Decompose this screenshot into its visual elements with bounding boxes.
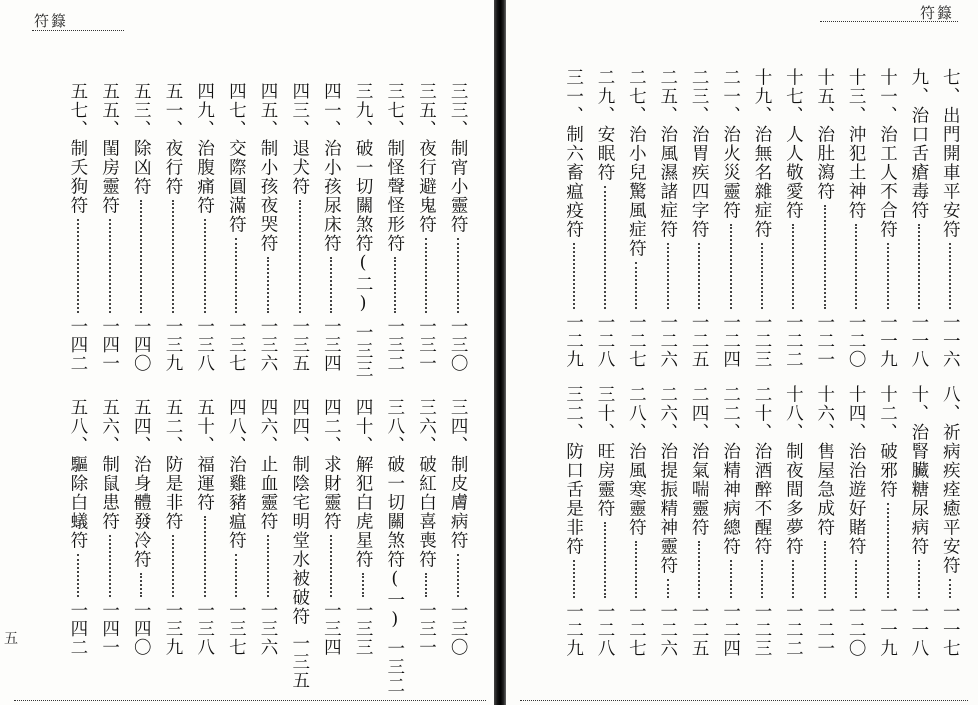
toc-leader-dots <box>698 541 700 598</box>
toc-entry-page-number: 一二四 <box>720 312 741 368</box>
toc-leader-dots <box>573 243 575 309</box>
toc-entry <box>589 385 620 657</box>
toc-entry <box>621 68 652 368</box>
toc-entry-page-number: 一四二 <box>67 600 88 656</box>
toc-entry <box>157 82 189 372</box>
toc-leader-dots <box>204 219 206 313</box>
toc-entry <box>872 385 903 657</box>
toc-entry <box>652 385 683 657</box>
toc-entry-page-number: 一二七 <box>626 312 647 368</box>
toc-entry-title: 二三、治胃疾四字符 <box>689 68 710 239</box>
toc-entry <box>935 385 966 657</box>
toc-entry-title: 三九、破一切關煞符(二) <box>353 82 374 315</box>
toc-entry-page-number: 一一九 <box>877 312 898 368</box>
toc-entry <box>935 68 966 368</box>
toc-entry <box>652 68 683 368</box>
toc-entry-title: 三六、破紅白喜喪符 <box>416 398 437 569</box>
toc-entry-title: 四八、治雞豬瘟符 <box>226 398 247 550</box>
toc-entry-title: 十四、治治遊好賭符 <box>846 385 867 556</box>
toc-entry-title: 二二、治精神病總符 <box>720 385 741 556</box>
toc-lower-row <box>30 398 474 695</box>
toc-entry-title: 九、治口舌瘡毒符 <box>908 68 929 220</box>
right-page <box>506 0 978 705</box>
toc-entry-title: 三一、制六畜瘟疫符 <box>563 68 584 239</box>
toc-leader-dots <box>918 224 920 309</box>
toc-entry-title: 五四、治身體發冷符 <box>131 398 152 569</box>
toc-entry-page-number: 一三五 <box>289 316 310 372</box>
toc-entry-page-number: 一二〇 <box>846 601 867 657</box>
toc-entry <box>157 398 189 656</box>
toc-entry-page-number: 一一六 <box>940 312 961 368</box>
toc-leader-dots <box>235 238 237 313</box>
toc-entry <box>411 82 443 372</box>
toc-entry <box>347 82 379 379</box>
toc-entry-page-number: 一二五 <box>689 312 710 368</box>
toc-entry-title: 四五、制小孩夜哭符 <box>258 82 279 253</box>
toc-leader-dots <box>604 522 606 598</box>
toc-entry <box>411 398 443 656</box>
toc-entry-page-number: 一四一 <box>99 600 120 656</box>
toc-entry <box>125 398 157 656</box>
toc-entry <box>316 398 348 656</box>
toc-entry <box>558 68 589 368</box>
toc-entry <box>840 385 871 657</box>
toc-entry-page-number: 一二八 <box>595 312 615 368</box>
toc-entry-page-number: 一三三 <box>353 323 374 379</box>
toc-entry <box>746 385 777 657</box>
toc-entry-title: 十五、治肚瀉符 <box>814 68 835 201</box>
toc-entry-title: 十八、制夜間多夢符 <box>783 385 804 556</box>
toc-entry <box>778 385 809 657</box>
running-header: 符籙 <box>34 12 69 30</box>
toc-entry <box>221 398 253 656</box>
toc-entry-page-number: 一三八 <box>194 600 215 656</box>
toc-leader-dots <box>204 516 206 597</box>
toc-entry-title: 十七、人人敬愛符 <box>783 68 804 220</box>
toc-leader-dots <box>109 535 111 597</box>
toc-entry <box>316 82 348 372</box>
toc-leader-dots <box>824 541 826 598</box>
toc-entry-title: 二八、治風寒靈符 <box>626 385 647 537</box>
toc-leader-dots <box>635 262 637 309</box>
toc-entry <box>778 68 809 368</box>
toc-entry-title: 二十、治酒醉不醒符 <box>751 385 772 556</box>
toc-entry-page-number: 一一八 <box>908 312 929 368</box>
toc-leader-dots <box>235 554 237 597</box>
toc-entry <box>189 398 221 656</box>
toc-entry <box>903 68 934 368</box>
toc-entry-title: 四四、制陰宅明堂水被破符 <box>289 398 310 626</box>
toc-entry-title: 十、治腎臟糖尿病符 <box>908 385 929 556</box>
toc-leader-dots <box>698 243 700 309</box>
toc-entry <box>379 82 411 372</box>
toc-entry-page-number: 一二九 <box>563 312 584 368</box>
toc-leader-dots <box>855 560 857 598</box>
toc-entry-title: 八、祈病疾痊癒平安符 <box>940 385 961 575</box>
toc-leader-dots <box>887 243 889 309</box>
toc-leader-dots <box>457 554 459 597</box>
toc-entry-page-number: 一三四 <box>321 316 342 372</box>
toc-leader-dots <box>140 200 142 313</box>
toc-entry-title: 四三、退犬符 <box>289 82 310 196</box>
toc-entry-title: 四一、治小孩尿床符 <box>321 82 342 253</box>
toc-entry-page-number: 一三六 <box>258 600 279 656</box>
toc-entry <box>284 82 316 372</box>
toc-leader-dots <box>730 224 732 309</box>
toc-entry <box>872 68 903 368</box>
footer-dotted-rule <box>14 700 486 701</box>
toc-entry-page-number: 一三〇 <box>448 316 469 372</box>
toc-entry-title: 十六、售屋急成符 <box>814 385 835 537</box>
toc-entry-title: 二五、治風濕諸症符 <box>657 68 678 239</box>
toc-leader-dots <box>267 257 269 313</box>
toc-leader-dots <box>394 257 396 313</box>
toc-entry-page-number: 一四〇 <box>131 316 152 372</box>
toc-entry-title: 二六、治提振精神靈符 <box>657 385 678 575</box>
toc-entry-title: 五七、制夭狗符 <box>67 82 88 215</box>
toc-leader-dots <box>949 579 951 598</box>
toc-leader-dots <box>792 224 794 309</box>
toc-leader-dots <box>604 186 606 309</box>
toc-entry-page-number: 一三七 <box>226 316 247 372</box>
toc-entry <box>189 82 221 372</box>
toc-entry-page-number: 一三二 <box>384 316 405 372</box>
toc-entry-title: 三七、制怪聲怪形符 <box>384 82 405 253</box>
toc-leader-dots <box>792 560 794 598</box>
toc-entry-page-number: 一二七 <box>626 601 647 657</box>
toc-entry-page-number: 一四二 <box>67 316 88 372</box>
toc-leader-dots <box>77 554 79 597</box>
toc-entry-title: 三八、破一切關煞符(一) <box>384 398 405 631</box>
toc-entry <box>94 82 126 372</box>
toc-entry-title: 四七、交際圓滿符 <box>226 82 247 234</box>
toc-entry-page-number: 一三三 <box>353 600 374 656</box>
header-dotted-rule <box>820 21 958 22</box>
toc-entry-title: 五六、制鼠患符 <box>99 398 120 531</box>
toc-entry-page-number: 一三九 <box>162 600 183 656</box>
toc-entry <box>589 68 620 368</box>
toc-leader-dots <box>730 560 732 598</box>
toc-entry <box>809 68 840 368</box>
toc-entry-page-number: 一二四 <box>720 601 741 657</box>
toc-leader-dots <box>887 503 889 598</box>
toc-entry-title: 十二、破邪符 <box>877 385 898 499</box>
toc-entry-page-number: 一二二 <box>783 601 804 657</box>
toc-entry <box>683 68 714 368</box>
book-spine-gutter <box>494 0 506 705</box>
toc-entry <box>809 385 840 657</box>
toc-entry-page-number: 一三九 <box>162 316 183 372</box>
toc-entry-page-number: 一二九 <box>563 601 584 657</box>
toc-entry-page-number: 一三八 <box>194 316 215 372</box>
toc-entry <box>746 68 777 368</box>
toc-entry <box>715 385 746 657</box>
toc-leader-dots <box>918 560 920 598</box>
toc-entry-title: 五二、防是非符 <box>162 398 183 531</box>
toc-entry-page-number: 一三六 <box>258 316 279 372</box>
toc-entry-page-number: 一一八 <box>908 601 929 657</box>
toc-entry-page-number: 一二〇 <box>846 312 867 368</box>
toc-leader-dots <box>855 224 857 309</box>
toc-entry <box>284 398 316 690</box>
toc-entry-page-number: 一三〇 <box>448 600 469 656</box>
toc-entry-title: 十一、治工人不合符 <box>877 68 898 239</box>
toc-entry <box>683 385 714 657</box>
toc-leader-dots <box>667 579 669 598</box>
toc-entry-page-number: 一三一 <box>416 316 437 372</box>
toc-entry-page-number: 一二三 <box>751 601 772 657</box>
toc-entry-title: 二四、治氣喘靈符 <box>689 385 710 537</box>
toc-entry <box>379 398 411 695</box>
toc-entry-page-number: 一三二 <box>384 639 405 695</box>
toc-leader-dots <box>824 205 826 309</box>
toc-entry <box>252 82 284 372</box>
toc-entry <box>903 385 934 657</box>
toc-leader-dots <box>140 573 142 597</box>
toc-upper-row <box>30 82 474 379</box>
toc-entry-page-number: 一三五 <box>289 634 310 690</box>
toc-entry <box>442 82 474 372</box>
toc-entry <box>252 398 284 656</box>
toc-entry-page-number: 一二三 <box>751 312 772 368</box>
toc-entry-title: 四十、解犯白虎星符 <box>353 398 374 569</box>
toc-entry-title: 三十、旺房靈符 <box>595 385 615 518</box>
toc-entry-page-number: 一四〇 <box>131 600 152 656</box>
footer-dotted-rule <box>520 700 968 701</box>
toc-leader-dots <box>457 238 459 313</box>
toc-entry-page-number: 一二六 <box>657 601 678 657</box>
toc-entry-title: 十九、治無名雜症符 <box>751 68 772 239</box>
toc-entry-title: 二一、治火災靈符 <box>720 68 741 220</box>
toc-entry-title: 五一、夜行符 <box>162 82 183 196</box>
toc-entry-page-number: 一二八 <box>595 601 615 657</box>
toc-leader-dots <box>761 243 763 309</box>
toc-entry-title: 二九、安眠符 <box>595 68 615 182</box>
toc-entry-page-number: 一三七 <box>226 600 247 656</box>
toc-entry-title: 五三、除凶符 <box>131 82 152 196</box>
toc-leader-dots <box>172 200 174 313</box>
toc-leader-dots <box>362 573 364 597</box>
toc-leader-dots <box>635 541 637 598</box>
toc-leader-dots <box>761 560 763 598</box>
toc-entry-title: 七、出門開車平安符 <box>940 68 961 239</box>
toc-entry-page-number: 一二二 <box>783 312 804 368</box>
toc-leader-dots <box>267 535 269 597</box>
toc-leader-dots <box>109 219 111 313</box>
toc-entry-page-number: 一二五 <box>689 601 710 657</box>
toc-entry-page-number: 一三四 <box>321 600 342 656</box>
toc-leader-dots <box>299 200 301 313</box>
toc-entry <box>558 385 589 657</box>
toc-entry <box>621 385 652 657</box>
toc-entry-title: 三四、制皮膚病符 <box>448 398 469 550</box>
page-number: 五 <box>4 631 18 647</box>
toc-entry <box>62 398 94 656</box>
toc-leader-dots <box>425 238 427 313</box>
toc-entry-title: 十三、沖犯土神符 <box>846 68 867 220</box>
toc-entry <box>347 398 379 656</box>
toc-leader-dots <box>77 219 79 313</box>
toc-upper-row <box>526 68 966 368</box>
toc-entry-title: 四六、止血靈符 <box>258 398 279 531</box>
toc-leader-dots <box>425 573 427 597</box>
toc-entry-title: 五十、福運符 <box>194 398 215 512</box>
toc-leader-dots <box>573 560 575 598</box>
toc-entry <box>442 398 474 656</box>
header-dotted-rule <box>32 30 124 31</box>
toc-leader-dots <box>172 535 174 597</box>
toc-entry-page-number: 一二一 <box>814 601 835 657</box>
toc-entry <box>125 82 157 372</box>
toc-entry-title: 四九、治腹痛符 <box>194 82 215 215</box>
toc-leader-dots <box>667 243 669 309</box>
toc-entry-page-number: 一一九 <box>877 601 898 657</box>
toc-entry <box>840 68 871 368</box>
toc-entry <box>221 82 253 372</box>
toc-entry-page-number: 一三一 <box>416 600 437 656</box>
toc-leader-dots <box>330 257 332 313</box>
toc-leader-dots <box>330 535 332 597</box>
toc-entry-title: 三二、防口舌是非符 <box>563 385 584 556</box>
toc-entry <box>94 398 126 656</box>
running-header: 符籙 <box>919 4 954 22</box>
toc-leader-dots <box>949 243 951 309</box>
toc-entry <box>715 68 746 368</box>
toc-entry-page-number: 一二六 <box>657 312 678 368</box>
toc-entry-page-number: 一一七 <box>940 601 961 657</box>
toc-entry-title: 二七、治小兒驚風症符 <box>626 68 647 258</box>
toc-entry-title: 五八、驅除白蟻符 <box>67 398 88 550</box>
toc-entry-title: 三五、夜行避鬼符 <box>416 82 437 234</box>
toc-entry-page-number: 一四一 <box>99 316 120 372</box>
toc-entry-title: 四二、求財靈符 <box>321 398 342 531</box>
toc-entry-page-number: 一二一 <box>814 312 835 368</box>
toc-entry-title: 五五、閨房靈符 <box>99 82 120 215</box>
toc-lower-row <box>526 385 966 657</box>
toc-entry-title: 三三、制宵小靈符 <box>448 82 469 234</box>
toc-entry <box>62 82 94 372</box>
